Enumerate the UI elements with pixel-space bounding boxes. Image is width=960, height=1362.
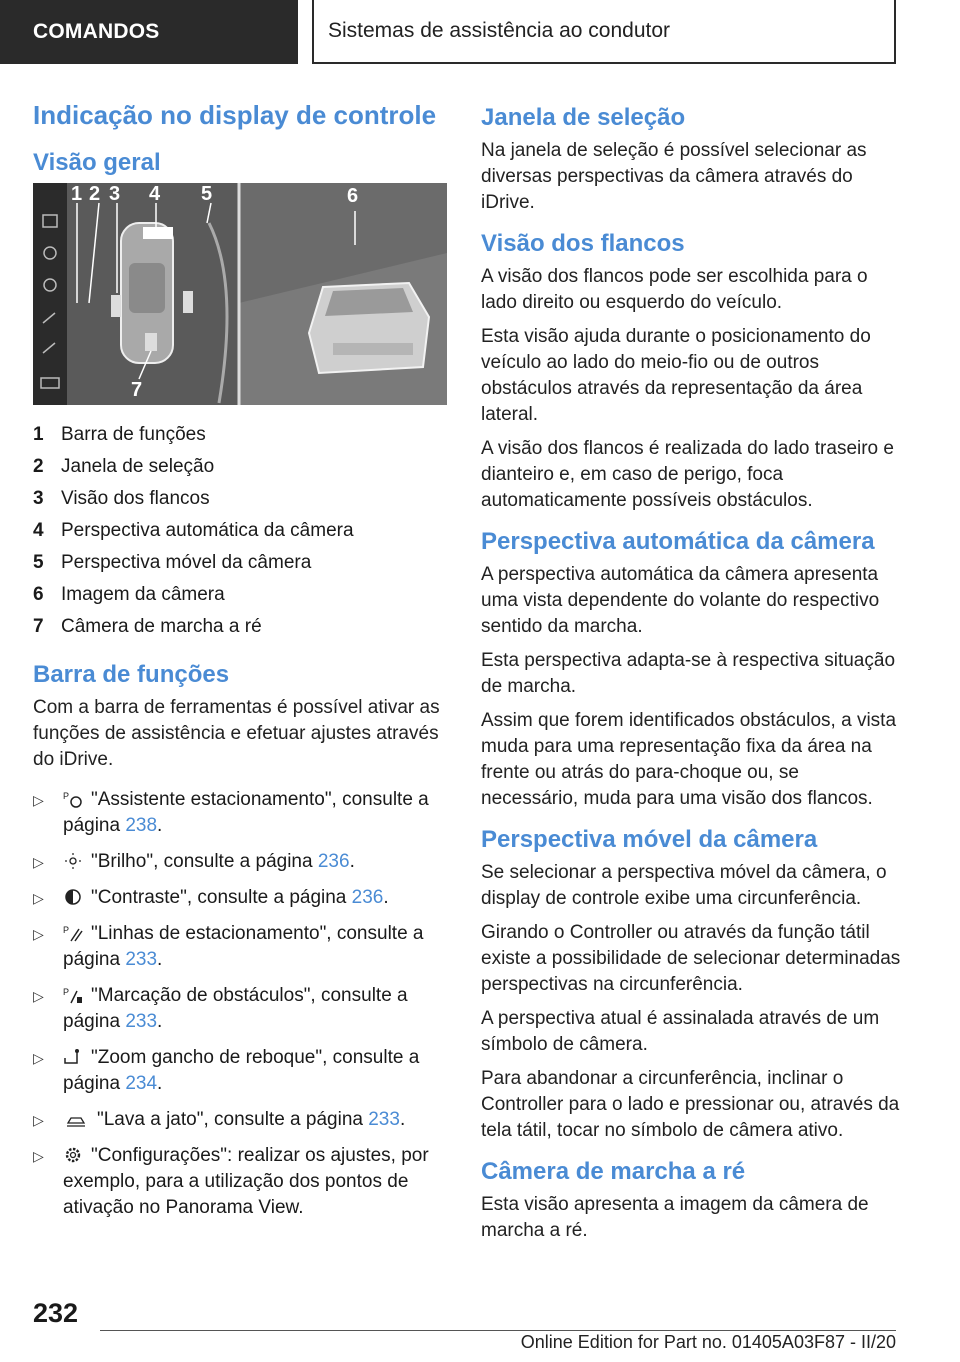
legend-item: 3 Visão dos flancos [33,488,210,509]
list-item: ▷ "Brilho", consulte a página 236. [33,851,355,872]
svg-text:P: P [63,987,70,997]
paragraph: Assim que forem identificados obstáculos, a vista muda para uma representação fixa da área na frente ou atrás do para-choque ou, se necessário, muda para uma visão dos flancos. [481,710,897,809]
parking-lines-icon [63,924,83,942]
section-rearview-camera [481,1158,901,1244]
tow-hitch-zoom-icon [63,1048,83,1066]
header-section-label: COMANDOS [33,20,160,43]
function-bar-intro: Com a barra de ferramentas é possível ativar as funções de assistência e efetuar ajustes através do iDrive. [33,697,440,770]
section-heading: Câmera de marcha a ré [481,1158,746,1185]
section-heading: Perspectiva automática da câmera [481,528,875,555]
section-heading: Janela de seleção [481,104,686,131]
paragraph: A visão dos flancos é realizada do lado traseiro e dianteiro e, em caso de perigo, foca automaticamente possíveis obstáculos. [481,438,894,511]
section-side-view [481,230,901,514]
paragraph: A perspectiva atual é assinalada através de um símbolo de câmera. [481,1008,880,1055]
header-chapter-tab [312,0,896,64]
svg-text:P: P [63,791,70,801]
section-mobile-perspective [481,826,901,1144]
callout-5: 5 [201,183,213,205]
obstacle-marking-icon [63,986,83,1004]
footer-edition: Online Edition for Part no. 01405A03F87 - II/20 [520,1332,896,1352]
settings-gear-icon [63,1146,83,1164]
list-item: ▷ "Zoom gancho de reboque", consulte a página 234. [33,1047,420,1094]
page-title: Indicação no display de controle [33,100,437,130]
legend-item: 1 Barra de funções [33,424,206,445]
legend-item: 7 Câmera de marcha a ré [33,616,262,637]
page-link[interactable]: 233 [125,949,158,970]
camera-display-figure [33,183,447,405]
list-item: ▷ P "Linhas de estacionamento", consulte a página 233. [33,923,424,970]
paragraph: Se selecionar a perspectiva móvel da câmera, o display de controle exibe uma circunferência. [481,862,887,909]
function-bar-list [33,787,441,1221]
footer-divider [100,1330,896,1331]
section-heading: Perspectiva móvel da câmera [481,826,818,853]
page-link[interactable]: 238 [125,815,158,836]
callout-7: 7 [131,379,143,401]
page-link[interactable]: 236 [317,851,350,872]
left-column [33,100,441,1231]
contrast-icon [63,888,83,906]
list-item: ▷ "Configurações": realizar os ajustes, por exemplo, para a utilização dos pontos de ativação no Panorama View. [33,1145,429,1218]
paragraph: Para abandonar a circunferência, inclinar o Controller para o lado e pressionar ou, através da tela tátil, tocar no símbolo de câmera ativo. [481,1068,900,1141]
callout-4: 4 [149,183,161,205]
list-item: ▷ "Contraste", consulte a página 236. [33,887,389,908]
brightness-icon [63,852,83,870]
header-section-tab [0,0,298,64]
page-link[interactable]: 234 [125,1073,158,1094]
paragraph: A visão dos flancos pode ser escolhida para o lado direito ou esquerdo do veículo. [481,266,868,313]
right-column [481,104,901,1258]
paragraph: Esta visão ajuda durante o posicionamento do veículo ao lado do meio-fio ou de outros obstáculos através da representação da área lateral. [481,326,871,425]
legend-item: 4 Perspectiva automática da câmera [33,520,354,541]
paragraph: Na janela de seleção é possível selecionar as diversas perspectivas da câmera através do iDrive. [481,140,867,213]
overview-heading: Visão geral [33,149,161,176]
camera-display-illustration [33,183,447,405]
parking-assistant-icon [63,790,83,808]
section-selection-window [481,104,901,216]
section-heading: Visão dos flancos [481,230,685,257]
legend-item: 2 Janela de seleção [33,456,215,477]
callout-3: 3 [109,183,121,205]
figure-legend [33,419,441,643]
legend-item: 6 Imagem da câmera [33,584,225,605]
page-link[interactable]: 233 [368,1109,400,1130]
paragraph: Esta perspectiva adapta-se à respectiva situação de marcha. [481,650,896,697]
callout-6: 6 [347,185,359,207]
page-number: 232 [33,1298,79,1328]
page-link[interactable]: 233 [125,1011,158,1032]
page-link[interactable]: 236 [351,887,384,908]
list-item: ▷ P "Marcação de obstáculos", consulte a página 233. [33,985,408,1032]
section-automatic-perspective [481,528,901,812]
paragraph: Girando o Controller ou através da função tátil existe a possibilidade de selecionar determinadas perspectivas na circunferência. [481,922,901,995]
header-chapter-label: Sistemas de assistência ao condutor [328,19,671,42]
svg-text:P: P [63,925,70,935]
callout-2: 2 [89,183,101,205]
function-bar-heading: Barra de funções [33,661,230,688]
legend-item: 5 Perspectiva móvel da câmera [33,552,312,573]
list-item: ▷ P "Assistente estacionamento", consulte a página 238. [33,789,429,836]
callout-1: 1 [71,183,83,205]
list-item: ▷ "Lava a jato", consulte a página 233. [33,1109,406,1130]
paragraph: Esta visão apresenta a imagem da câmera de marcha a ré. [481,1194,869,1241]
car-wash-icon [63,1110,89,1128]
paragraph: A perspectiva automática da câmera apresenta uma vista dependente do volante do respectivo sentido da marcha. [481,564,880,637]
